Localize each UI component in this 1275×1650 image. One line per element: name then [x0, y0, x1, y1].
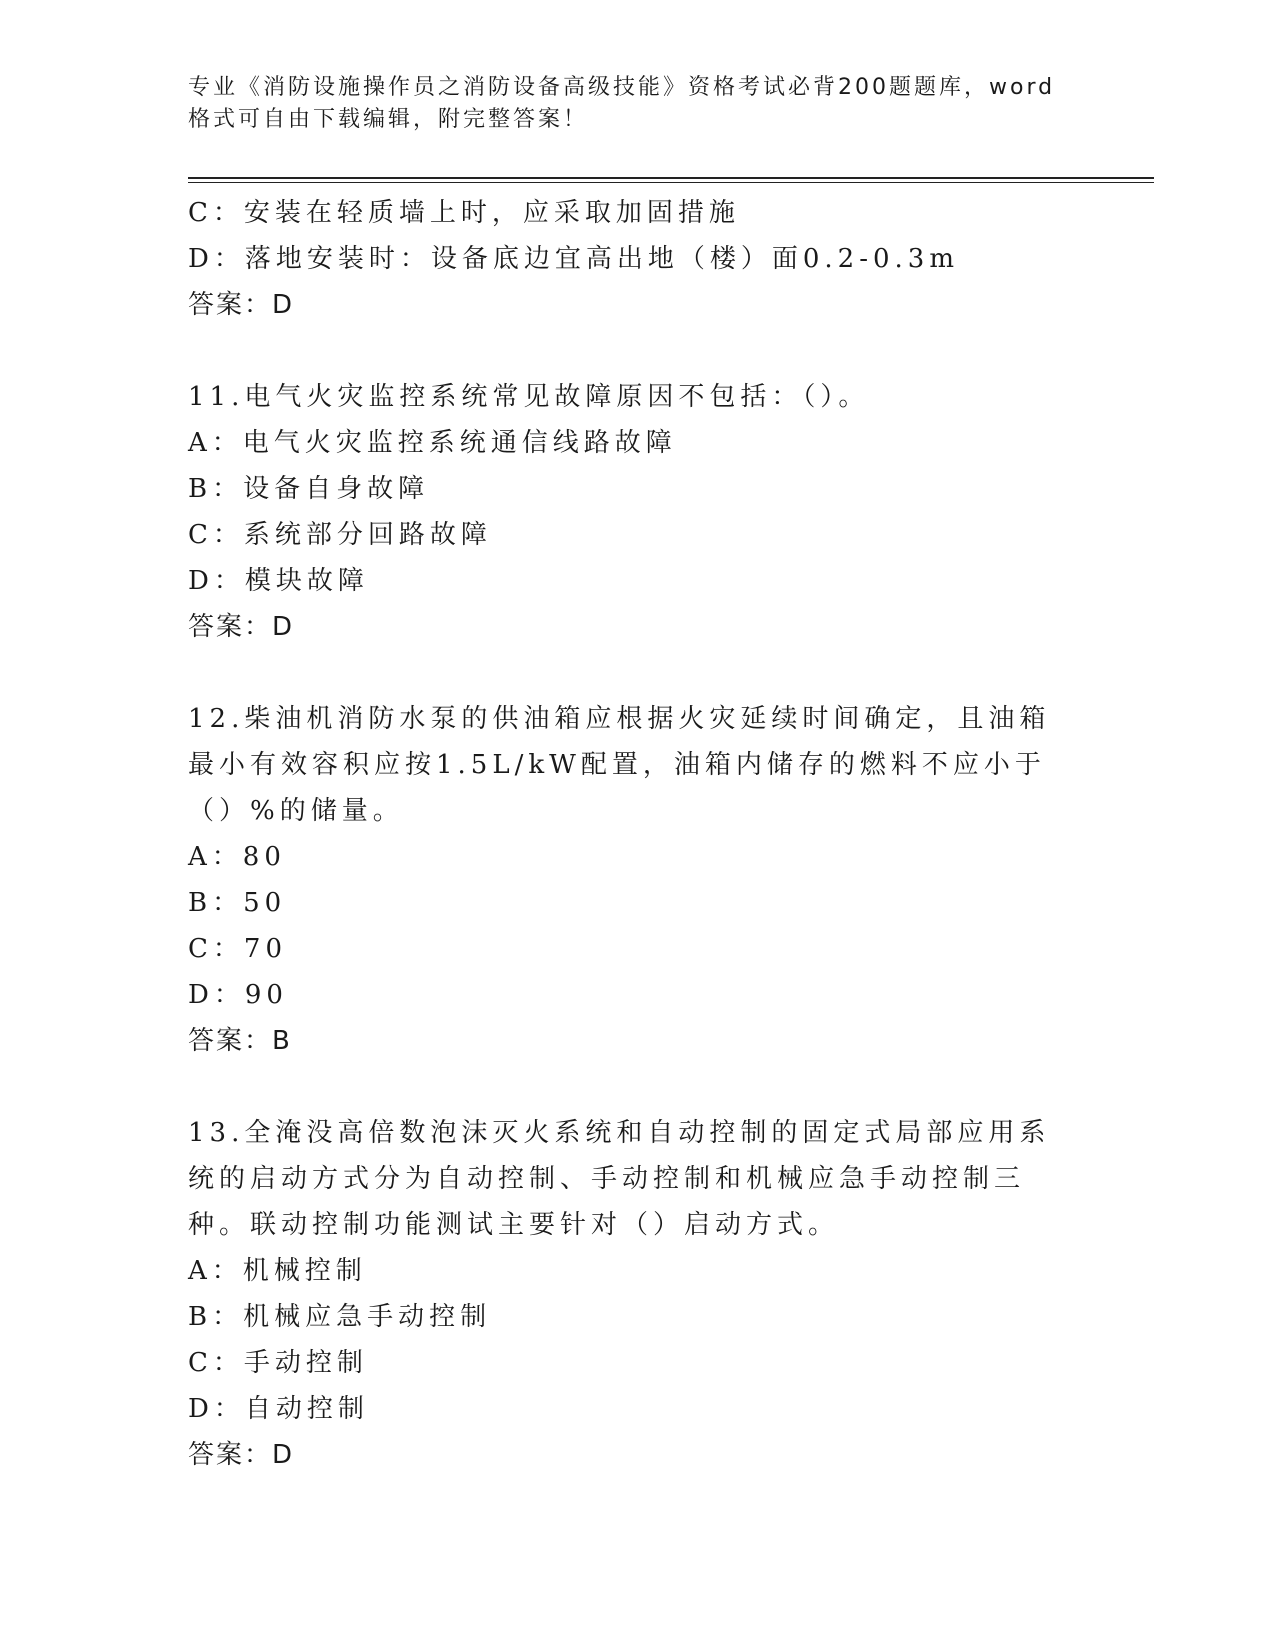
option-c: C：70 [188, 934, 287, 964]
question-text: 12.柴油机消防水泵的供油箱应根据火灾延续时间确定，且油箱最小有效容积应按1.5L/kW配置，油箱内储存的燃料不应小于（）%的储量。 [188, 704, 1051, 826]
option-a: A：80 [188, 842, 286, 872]
option-d: D：模块故障 [188, 566, 369, 596]
option-a: A：电气火灾监控系统通信线路故障 [188, 428, 677, 458]
option-b: B：设备自身故障 [188, 474, 430, 504]
question-text: 13.全淹没高倍数泡沫灭火系统和自动控制的固定式局部应用系统的启动方式分为自动控制、手动控制和机械应急手动控制三种。联动控制功能测试主要针对（）启动方式。 [188, 1118, 1051, 1240]
header-divider-thin [188, 182, 1154, 183]
option-b: B：50 [188, 888, 287, 918]
option-d: D：自动控制 [188, 1394, 369, 1424]
option-d: D：90 [188, 980, 288, 1010]
option-c: C：系统部分回路故障 [188, 520, 492, 550]
option-c: C：安装在轻质墙上时，应采取加固措施 [188, 198, 740, 228]
answer-line: 答案：D [188, 612, 295, 642]
option-a: A：机械控制 [188, 1256, 367, 1286]
answer-line: 答案：D [188, 290, 295, 320]
question-text: 11.电气火灾监控系统常见故障原因不包括：（）。 [188, 382, 870, 412]
header-divider-thick [188, 177, 1154, 179]
option-c: C：手动控制 [188, 1348, 368, 1378]
option-d: D：落地安装时：设备底边宜高出地（楼）面0.2-0.3m [188, 244, 959, 274]
question-11 [188, 374, 1088, 650]
document-header: 专业《消防设施操作员之消防设备高级技能》资格考试必背200题题库，word格式可自由下载编辑，附完整答案！ [188, 75, 1056, 132]
document-body [188, 190, 1088, 1478]
answer-line: 答案：D [188, 1440, 295, 1470]
continued-question [188, 190, 1088, 328]
answer-line: 答案：B [188, 1026, 292, 1056]
option-b: B：机械应急手动控制 [188, 1302, 492, 1332]
question-12 [188, 696, 1088, 1064]
question-13 [188, 1110, 1088, 1478]
